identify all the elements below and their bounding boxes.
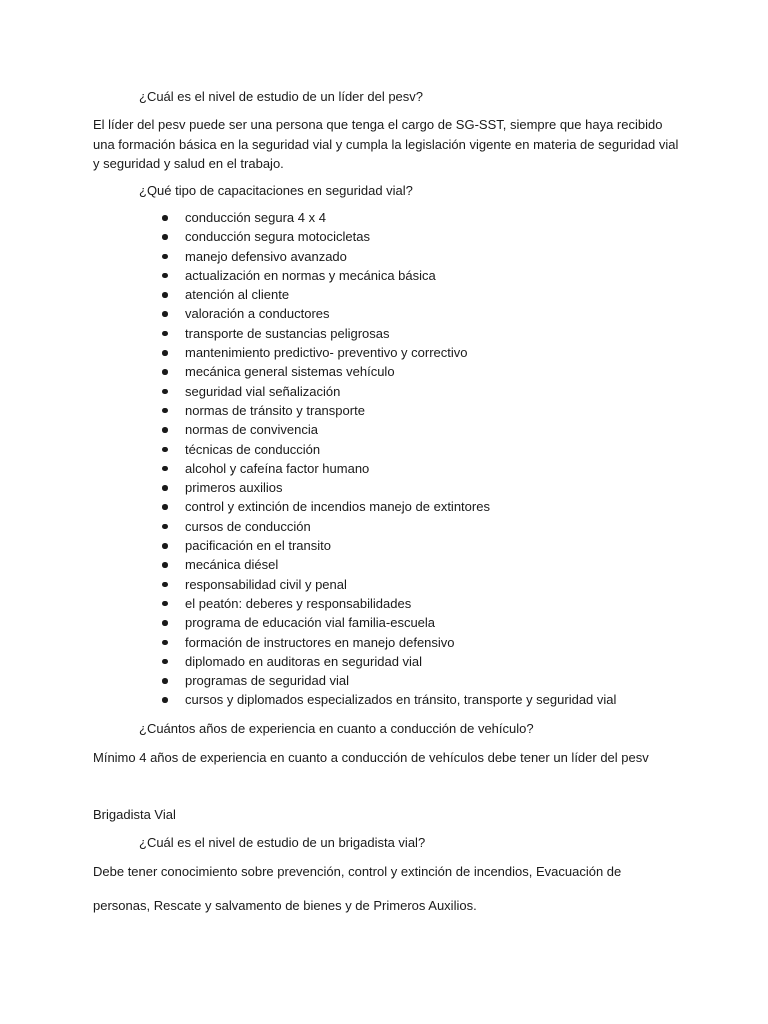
training-list-item xyxy=(0,440,616,459)
answer-driving-experience: Mínimo 4 años de experiencia en cuanto a conducción de vehículos debe tener un líder del pesv xyxy=(93,750,649,765)
training-list-item xyxy=(0,227,616,246)
training-list-item xyxy=(0,304,616,323)
training-list-item-label: valoración a conductores xyxy=(185,306,330,322)
training-list-item xyxy=(0,382,616,401)
bullet-icon xyxy=(162,350,168,356)
training-list-item-label: programa de educación vial familia-escuela xyxy=(185,615,436,631)
question-leader-education: ¿Cuál es el nivel de estudio de un líder del pesv? xyxy=(139,89,424,104)
bullet-icon xyxy=(162,640,168,646)
training-list-item xyxy=(0,517,616,536)
training-list-item-label: cursos y diplomados especializados en tránsito, transporte y seguridad vial xyxy=(185,692,617,708)
training-list-item-label: control y extinción de incendios manejo de extintores xyxy=(185,499,490,515)
training-list-item-label: programas de seguridad vial xyxy=(185,673,350,689)
bullet-icon xyxy=(162,292,168,298)
training-list-item xyxy=(0,652,616,671)
training-list-item xyxy=(0,594,616,613)
training-list-item xyxy=(0,613,616,632)
bullet-icon xyxy=(162,697,168,703)
training-list-item xyxy=(0,555,616,574)
training-list-item xyxy=(0,401,616,420)
training-list-item xyxy=(0,478,616,497)
section-title-brigadista: Brigadista Vial xyxy=(93,807,176,822)
bullet-icon xyxy=(162,254,168,260)
training-list-item xyxy=(0,266,616,285)
bullet-icon xyxy=(162,215,168,221)
training-list-item xyxy=(0,633,616,652)
question-brigadista-education: ¿Cuál es el nivel de estudio de un brigadista vial? xyxy=(139,835,426,850)
bullet-icon xyxy=(162,331,168,337)
training-list-item xyxy=(0,459,616,478)
training-list-item-label: transporte de sustancias peligrosas xyxy=(185,325,390,341)
training-list-item-label: mecánica diésel xyxy=(185,557,279,573)
training-list-item-label: normas de tránsito y transporte xyxy=(185,402,365,418)
bullet-icon xyxy=(162,273,168,279)
training-list-item-label: actualización en normas y mecánica básica xyxy=(185,267,436,283)
bullet-icon xyxy=(162,389,168,395)
bullet-icon xyxy=(162,524,168,530)
training-list-item xyxy=(0,208,616,227)
training-list-item-label: responsabilidad civil y penal xyxy=(185,576,347,592)
question-training-types: ¿Qué tipo de capacitaciones en seguridad vial? xyxy=(139,183,413,198)
bullet-icon xyxy=(162,582,168,588)
bullet-icon xyxy=(162,427,168,433)
training-list-item-label: formación de instructores en manejo defensivo xyxy=(185,634,455,650)
training-list-item-label: mecánica general sistemas vehículo xyxy=(185,364,395,380)
training-list-item xyxy=(0,247,616,266)
bullet-icon xyxy=(162,485,168,491)
training-list-item-label: técnicas de conducción xyxy=(185,441,321,457)
training-list-item-label: seguridad vial señalización xyxy=(185,383,341,399)
training-list xyxy=(0,208,616,710)
bullet-icon xyxy=(162,504,168,510)
training-list-item xyxy=(0,285,616,304)
training-list-item-label: mantenimiento predictivo- preventivo y correctivo xyxy=(185,345,468,361)
training-list-item-label: conducción segura 4 x 4 xyxy=(185,210,326,225)
training-list-item-label: manejo defensivo avanzado xyxy=(185,248,347,264)
bullet-icon xyxy=(162,678,168,684)
answer-leader-education: El líder del pesv puede ser una persona que tenga el cargo de SG-SST, siempre que haya recibido una formación básica en la seguridad vial y cumpla la legislación vigente en materia de seguridad vial y seguridad y salud en el trabajo. xyxy=(93,117,679,171)
bullet-icon xyxy=(162,466,168,472)
training-list-item-label: el peatón: deberes y responsabilidades xyxy=(185,595,412,611)
training-list-item-label: atención al cliente xyxy=(185,287,290,303)
training-list-item xyxy=(0,497,616,516)
bullet-icon xyxy=(162,311,168,317)
bullet-icon xyxy=(162,234,168,240)
answer-brigadista-line-2: personas, Rescate y salvamento de bienes y de Primeros Auxilios. xyxy=(93,898,477,913)
question-driving-experience: ¿Cuántos años de experiencia en cuanto a conducción de vehículo? xyxy=(139,721,534,736)
answer-brigadista-line-1: Debe tener conocimiento sobre prevención, control y extinción de incendios, Evacuación de xyxy=(93,864,622,879)
training-list-item xyxy=(0,420,616,439)
training-list-item xyxy=(0,690,616,709)
bullet-icon xyxy=(162,562,168,568)
training-list-item xyxy=(0,324,616,343)
bullet-icon xyxy=(162,659,168,665)
training-list-item xyxy=(0,575,616,594)
training-list-item xyxy=(0,362,616,381)
training-list-item xyxy=(0,536,616,555)
training-list-item-label: diplomado en auditoras en seguridad vial xyxy=(185,653,423,669)
training-list-item xyxy=(0,671,616,690)
training-list-item-label: conducción segura motocicletas xyxy=(185,229,370,245)
training-list-item-label: primeros auxilios xyxy=(185,480,283,496)
training-list-item xyxy=(0,343,616,362)
bullet-icon xyxy=(162,447,168,453)
bullet-icon xyxy=(162,601,168,607)
bullet-icon xyxy=(162,408,168,414)
training-list-item-label: cursos de conducción xyxy=(185,518,311,534)
bullet-icon xyxy=(162,543,168,549)
training-list-item-label: pacificación en el transito xyxy=(185,538,331,554)
bullet-icon xyxy=(162,620,168,626)
bullet-icon xyxy=(162,369,168,375)
training-list-item-label: alcohol y cafeína factor humano xyxy=(185,460,370,476)
training-list-item-label: normas de convivencia xyxy=(185,422,318,438)
